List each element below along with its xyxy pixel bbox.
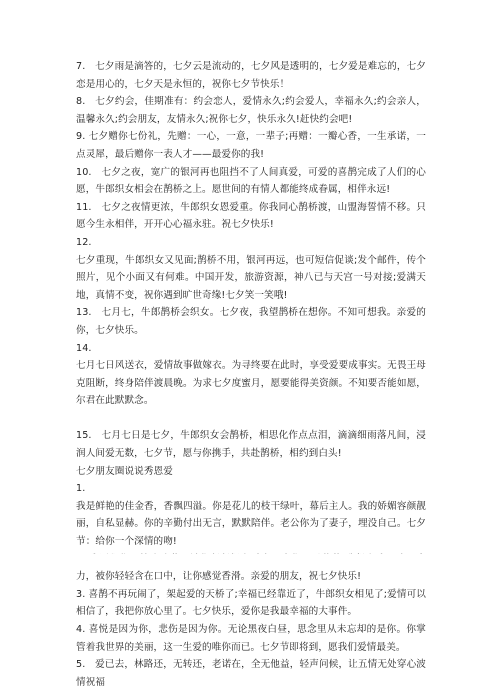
paragraph-12-number: 12. [76,236,92,248]
paragraph-10: 10. 七夕之夜，宽广的银河再也阻挡不了人间真爱，可爱的喜鹊完成了人们的心愿，牛郎织女相会在鹊桥之上。愿世间的有情人都能终成眷属，相伴永远! [76,166,426,196]
item-1-number: 1. [76,483,86,495]
item-4: 4. 喜悦是因为你，悲伤是因为你。无论黑夜白昼，思念里从未忘却的是你。你掌管着我世界的美丽，这一生爱的唯你而已。七夕节即将到，愿我们爱情最美。 [76,624,426,653]
item-3: 3. 喜鹊不再玩闹了，架起爱的天桥了;幸福已经靠近了，牛郎织女相见了;爱情可以相信了，我把你放心里了。七夕快乐，爱你是我最幸福的大事件。 [76,588,426,618]
document-body [76,58,426,691]
paragraph-15: 15. 七月七日是七夕，牛郎织女会鹊桥，相思化作点点泪，滴滴细雨落凡间，浸润人间爱无数，七夕节，愿与你携手，共赴鹊桥，相约到白头! [76,430,426,460]
paragraph-14: 七月七日风送衣，爱情故事做嫁衣。为寻终要在此时，享受爱要成事实。无畏王母克阻断，终身陪伴渡晨晚。为求七夕度蜜月，愿要能得美资颜。不知要否能如愿，尔君在此默默念。 [76,360,426,407]
paragraph-8: 8. 七夕约会，佳期准有：约会恋人，爱情永久;约会爱人，幸福永久;约会亲人，温馨永久;约会朋友，友情永久;祝你七夕，快乐永久!赶快约会吧! [76,96,426,125]
paragraph-12: 七夕重现，牛郎织女又见面;鹊桥不用，银河再远，也可短信促谈;发个邮件，传个照片，见个小面又有何难。中国开发，旅游资源，神八已与天宫一号对接;爱满天地，真情不变，祝你遇到旷世奇缘!七夕笑一笑哦! [76,254,426,301]
item-1: 我是鲜艳的佳金香，香飘四溢。你是花儿的枝干绿叶，幕后主人。我的娇媚容颜靓丽，自私显赫。你的辛勤付出无言，默默陪伴。老公你为了妻子，埋没自己。七夕节：给你一个深情的吻! [76,500,426,548]
item-2: 力，被你轻轻含在口中，让你感觉香滑。亲爱的朋友，祝七夕快乐! [76,571,362,583]
paragraph-13: 13. 七月七，牛郎鹊桥会织女。七夕夜，我望鹊桥在想你。不知可想我。亲爱的你，七夕快乐。 [76,307,426,336]
paragraph-9: 9. 七夕赠你七份礼，先赠：一心，一意，一辈子;再赠：一瓣心香，一生承诺，一点灵犀，最后赠你一表人才——最爱你的我! [76,131,426,160]
paragraph-11: 11. 七夕之夜情更浓，牛郎织女恩爱重。你我同心鹊桥渡，山盟海誓情不移。只愿今生永相伴，开开心心福永驻。祝七夕快乐! [76,201,426,231]
page-edge [0,554,500,566]
blank-line [76,410,426,428]
item-5: 5. 爱已去，林路还，无转还，老诺在，全无他益，轻声问候，让五情无处穿心波情祝福 [76,659,426,688]
paragraph-7: 7. 七夕雨是滴答的，七夕云是流动的，七夕风是透明的，七夕爱是难忘的，七夕恋是用心的，七夕天是永恒的，祝你七夕节快乐！ [76,61,426,90]
paragraph-14-number: 14. [76,342,92,354]
section-heading: 七夕朋友圈说说秀恩爱 [76,465,173,477]
